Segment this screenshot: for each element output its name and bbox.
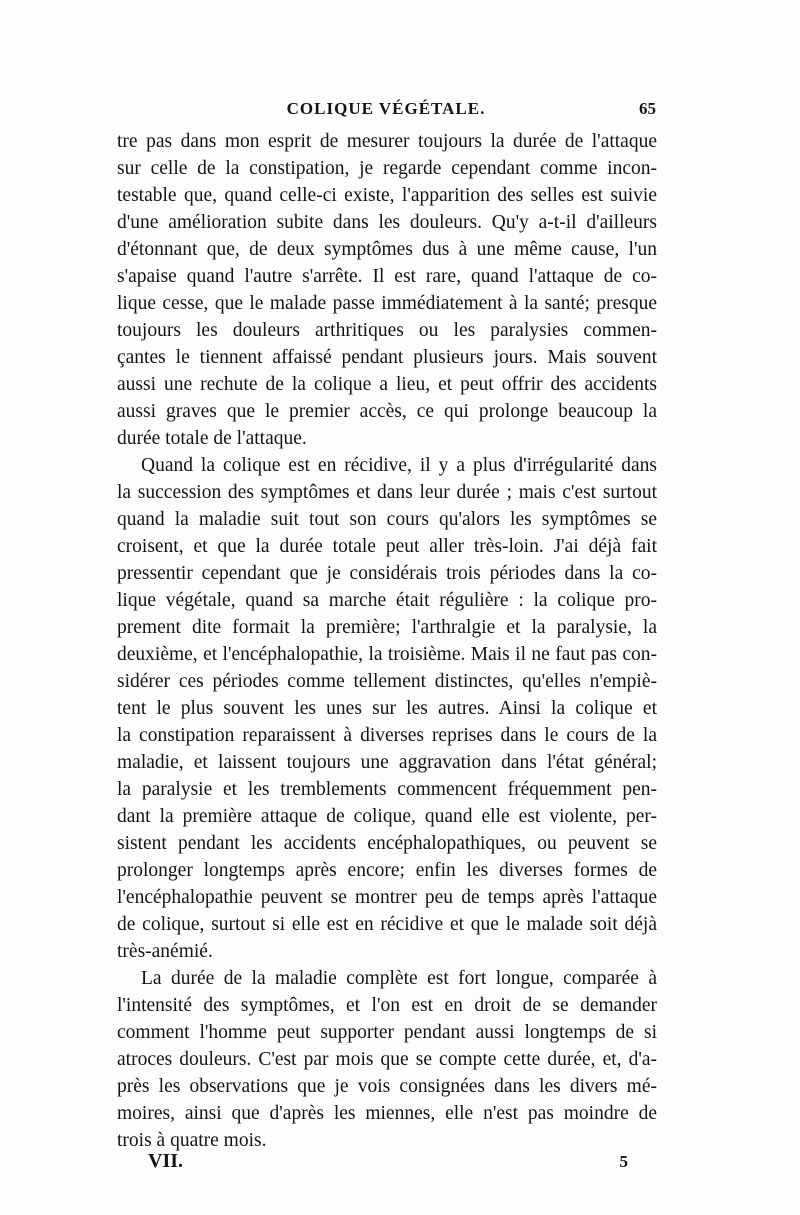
- text-line: d'étonnant que, de deux symptômes dus à une même cause, l'un: [117, 239, 657, 260]
- text-line: la paralysie et les tremblements commencent fréquemment pen-: [117, 779, 657, 800]
- text-line: s'apaise quand l'autre s'arrête. Il est rare, quand l'attaque de co-: [117, 266, 657, 287]
- text-line: l'intensité des symptômes, et l'on est en droit de se demander: [117, 995, 657, 1016]
- text-line: de colique, surtout si elle est en récidive et que le malade soit déjà: [117, 914, 657, 935]
- text-line: Quand la colique est en récidive, il y a plus d'irrégularité dans: [141, 455, 657, 476]
- text-line: très-anémié.: [117, 941, 213, 962]
- text-line: dant la première attaque de colique, quand elle est violente, per-: [117, 806, 657, 827]
- text-line: trois à quatre mois.: [117, 1130, 267, 1151]
- text-line: tre pas dans mon esprit de mesurer toujours la durée de l'attaque: [117, 131, 657, 152]
- text-line: durée totale de l'attaque.: [117, 428, 307, 449]
- body-text: [117, 128, 657, 1154]
- text-line: croisent, et que la durée totale peut aller très-loin. J'ai déjà fait: [117, 536, 657, 557]
- running-head: [116, 99, 656, 125]
- text-line: aussi une rechute de la colique a lieu, et peut offrir des accidents: [117, 374, 657, 395]
- text-line: prolonger longtemps après encore; enfin les diverses formes de: [117, 860, 657, 881]
- text-line: atroces douleurs. C'est par mois que se compte cette durée, et, d'a-: [117, 1049, 657, 1070]
- text-line: sur celle de la constipation, je regarde cependant comme incon-: [117, 158, 657, 179]
- text-line: sistent pendant les accidents encéphalopathiques, ou peuvent se: [117, 833, 657, 854]
- text-line: prement dite formait la première; l'arthralgie et la paralysie, la: [117, 617, 657, 638]
- text-line: la succession des symptômes et dans leur durée ; mais c'est surtout: [117, 482, 657, 503]
- text-line: maladie, et laissent toujours une aggravation dans l'état général;: [117, 752, 657, 773]
- text-line: lique végétale, quand sa marche était régulière : la colique pro-: [117, 590, 657, 611]
- paragraph-2: [117, 452, 657, 965]
- signature-mark: VII.: [148, 1150, 184, 1172]
- page-number: 65: [639, 99, 656, 118]
- text-line: tent le plus souvent les unes sur les autres. Ainsi la colique et: [117, 698, 657, 719]
- text-line: près les observations que je vois consignées dans les divers mé-: [117, 1076, 657, 1097]
- signature-number: 5: [619, 1152, 628, 1171]
- paragraph-1: [117, 128, 657, 452]
- text-line: la constipation reparaissent à diverses reprises dans le cours de la: [117, 725, 657, 746]
- text-line: La durée de la maladie complète est fort longue, comparée à: [141, 968, 657, 989]
- running-title: COLIQUE VÉGÉTALE.: [286, 99, 486, 118]
- text-line: deuxième, et l'encéphalopathie, la troisième. Mais il ne faut pas con-: [117, 644, 657, 665]
- text-line: aussi graves que le premier accès, ce qui prolonge beaucoup la: [117, 401, 657, 422]
- paragraph-3: [117, 965, 657, 1154]
- page-footer: [148, 1150, 628, 1180]
- text-line: lique cesse, que le malade passe immédiatement à la santé; presque: [117, 293, 657, 314]
- text-line: pressentir cependant que je considérais trois périodes dans la co-: [117, 563, 657, 584]
- text-line: sidérer ces périodes comme tellement distinctes, qu'elles n'empiè-: [117, 671, 657, 692]
- text-line: çantes le tiennent affaissé pendant plusieurs jours. Mais souvent: [117, 347, 657, 368]
- text-line: toujours les douleurs arthritiques ou les paralysies commen-: [117, 320, 657, 341]
- text-line: quand la maladie suit tout son cours qu'alors les symptômes se: [117, 509, 657, 530]
- text-line: moires, ainsi que d'après les miennes, elle n'est pas moindre de: [117, 1103, 657, 1124]
- text-line: d'une amélioration subite dans les douleurs. Qu'y a-t-il d'ailleurs: [117, 212, 657, 233]
- text-line: l'encéphalopathie peuvent se montrer peu de temps après l'attaque: [117, 887, 657, 908]
- text-line: comment l'homme peut supporter pendant aussi longtemps de si: [117, 1022, 657, 1043]
- text-line: testable que, quand celle-ci existe, l'apparition des selles est suivie: [117, 185, 657, 206]
